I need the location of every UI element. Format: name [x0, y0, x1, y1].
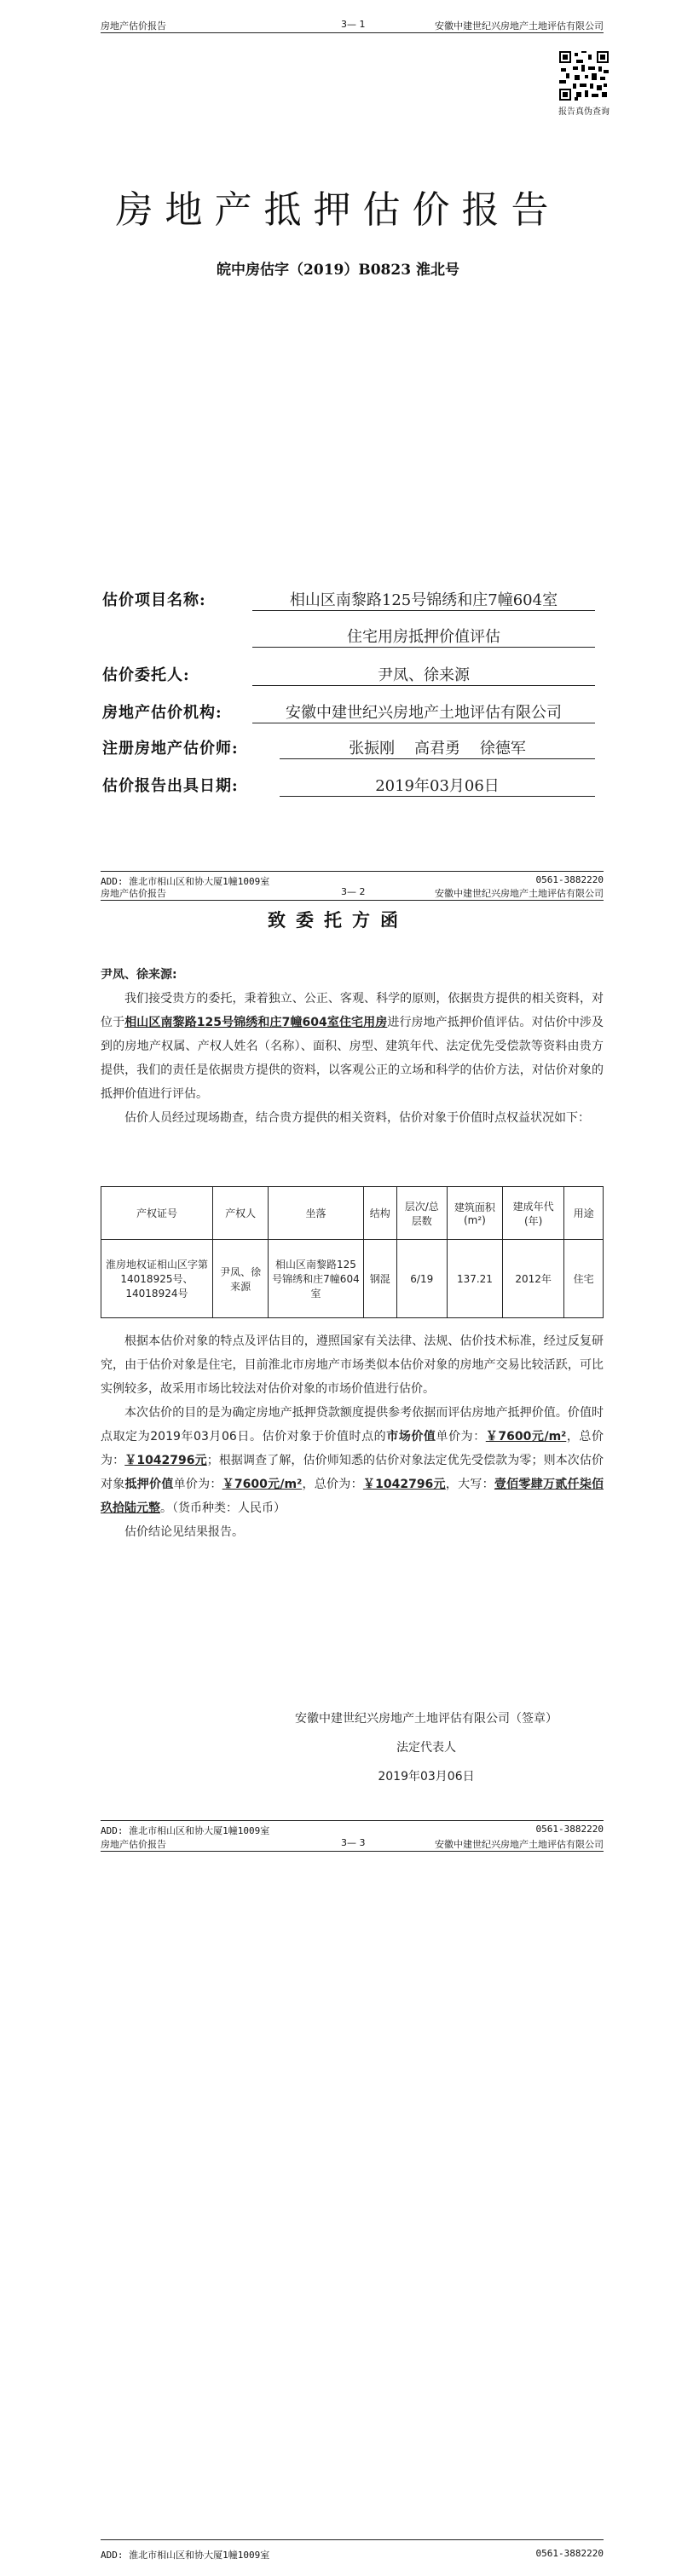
table-cell: 住宅 [564, 1240, 604, 1318]
amount-in-words: 壹佰零肆万贰仟柒佰玖拾陆元整 [101, 1478, 604, 1515]
agency-value: 安徽中建世纪兴房地产土地评估有限公司 [252, 700, 595, 723]
paragraph-1 [101, 987, 604, 1106]
table-row [101, 1240, 604, 1318]
paragraph-2: 估价人员经过现场勘查，结合贵方提供的相关资料，估价对象于价值时点权益状况如下： [124, 1111, 590, 1125]
qr-code-icon[interactable] [559, 51, 609, 101]
issue-date-field [102, 774, 239, 796]
footer-rule [101, 871, 604, 872]
header-left: 房地产估价报告 [101, 1839, 166, 1850]
text: 我们接受贵方的委托，秉着独立、公正、客观、科学的原则，依据贵方提供的相关资料，对位于 [101, 992, 604, 1029]
header-rule [101, 32, 604, 33]
property-table [101, 1186, 604, 1318]
footer-phone: 0561-3882220 [535, 2548, 604, 2559]
table-cell: 钢混 [363, 1240, 396, 1318]
text: 本次估价的目的是为确定房地产抵押贷款额度提供参考依据而评估房地产抵押价值。价值时点取定为2019年03月06日。估价对象于价值时点的 [101, 1406, 604, 1444]
table-header-cell: 用途 [564, 1187, 604, 1240]
header-page-number: 3— 2 [341, 886, 366, 897]
issue-date-value: 2019年03月06日 [280, 774, 595, 797]
header-right: 安徽中建世纪兴房地产土地评估有限公司 [435, 20, 604, 32]
table-cell: 尹凤、徐来源 [212, 1240, 268, 1318]
table-header-cell: 产权证号 [101, 1187, 213, 1240]
mortgage-unit-price: ￥7600元/m² [222, 1478, 303, 1491]
property-address: 相山区南黎路125号锦绣和庄7幢604室住宅用房 [124, 1016, 388, 1029]
qr-caption: 报告真伪查询 [558, 107, 610, 117]
text: ，总价为： [302, 1478, 363, 1491]
field-label: 估价项目名称: [102, 591, 206, 609]
footer-rule [101, 1820, 604, 1821]
appraiser-value: 张振刚 高君勇 徐德军 [280, 736, 595, 759]
appraiser-field [102, 736, 239, 758]
agency-field [102, 700, 222, 723]
table-cell: 2012年 [503, 1240, 564, 1318]
table-header-cell: 建筑面积(m²) [447, 1187, 502, 1240]
market-unit-price: ￥7600元/m² [485, 1430, 567, 1444]
table-header-cell: 产权人 [212, 1187, 268, 1240]
header-page-number: 3— 1 [341, 19, 366, 30]
header-rule [101, 900, 604, 901]
table-header-cell: 结构 [363, 1187, 396, 1240]
footer-phone: 0561-3882220 [535, 874, 604, 885]
text: 进行房地产抵押价值评估。对估价中涉及到的房地产权属、产权人姓名（名称）、面积、房型、建筑年代、法定优先受偿款等资料由贵方提供，我们的责任是依据贵方提供的资料，以客观公正的立场和科学的估价方法，对估价对象的抵押价值进行评估。 [101, 1016, 604, 1101]
footer-rule [101, 2539, 604, 2540]
table-cell: 6/19 [396, 1240, 447, 1318]
project-name-value-2: 住宅用房抵押价值评估 [252, 625, 595, 648]
report-title: 房地产抵押估价报告 [115, 188, 561, 232]
text: ，总价为： [101, 1430, 604, 1467]
signing-date: 2019年03月06日 [378, 1770, 475, 1784]
salutation: 尹凤、徐来源: [101, 968, 177, 982]
header-right: 安徽中建世纪兴房地产土地评估有限公司 [435, 888, 604, 899]
mortgage-total-price: ￥1042796元 [362, 1478, 446, 1491]
paragraph-4 [101, 1401, 604, 1520]
text: 单价为： [436, 1430, 486, 1444]
paragraph-3: 根据本估价对象的特点及评估目的，遵照国家有关法律、法规、估价技术标准，经过反复研究，由于估价对象是住宅，目前淮北市房地产市场类似本估价对象的房地产交易比较活跃，可比实例较多，故采用市场比较法对估价对象的市场价值进行估价。 [101, 1334, 604, 1396]
footer-address: ADD: 淮北市相山区和协大厦1幢1009室 [101, 1825, 270, 1836]
letter-body [101, 1329, 604, 1544]
header-page-number: 3— 3 [341, 1837, 366, 1848]
client-value: 尹凤、徐来源 [252, 663, 595, 686]
field-label: 注册房地产估价师: [102, 740, 239, 758]
signing-company: 安徽中建世纪兴房地产土地评估有限公司（签章） [295, 1712, 558, 1726]
project-name-field [102, 588, 206, 610]
header-right: 安徽中建世纪兴房地产土地评估有限公司 [435, 1839, 604, 1850]
letter-title: 致委托方函 [268, 909, 408, 931]
legal-representative: 法定代表人 [396, 1741, 456, 1755]
footer-phone: 0561-3882220 [535, 1824, 604, 1835]
text: ，大写： [445, 1478, 494, 1491]
footer-address: ADD: 淮北市相山区和协大厦1幢1009室 [101, 876, 270, 887]
market-value-label: 市场价值 [386, 1430, 436, 1444]
footer-address: ADD: 淮北市相山区和协大厦1幢1009室 [101, 2550, 270, 2561]
signature-block [281, 1704, 571, 1791]
mortgage-value-label: 抵押价值 [124, 1478, 174, 1491]
field-label: 估价报告出具日期: [102, 777, 239, 795]
report-number: 皖中房估字（2019）B0823 淮北号 [217, 262, 459, 279]
table-header-row [101, 1187, 604, 1240]
text: 单价为： [173, 1478, 222, 1491]
header-left: 房地产估价报告 [101, 20, 166, 32]
letter-intro [101, 963, 604, 1130]
table-cell: 相山区南黎路125号锦绣和庄7幢604室 [269, 1240, 363, 1318]
table-header-cell: 坐落 [269, 1187, 363, 1240]
project-name-value: 相山区南黎路125号锦绣和庄7幢604室 [252, 588, 595, 611]
paragraph-5: 估价结论见结果报告。 [124, 1525, 244, 1539]
client-field [102, 663, 190, 685]
text: ；根据调查了解，估价师知悉的估价对象法定优先受偿款为零；则本次估价对象 [101, 1454, 604, 1491]
header-left: 房地产估价报告 [101, 888, 166, 899]
table-header-cell: 建成年代(年) [503, 1187, 564, 1240]
table-cell: 淮房地权证相山区字第14018925号、14018924号 [101, 1240, 213, 1318]
table-header-cell: 层次/总层数 [396, 1187, 447, 1240]
table-cell: 137.21 [447, 1240, 502, 1318]
text: 。（货币种类：人民币） [160, 1501, 286, 1515]
market-total-price: ￥1042796元 [124, 1454, 207, 1467]
field-label: 估价委托人: [102, 666, 190, 684]
header-rule [101, 1851, 604, 1852]
field-label: 房地产估价机构: [102, 704, 222, 722]
